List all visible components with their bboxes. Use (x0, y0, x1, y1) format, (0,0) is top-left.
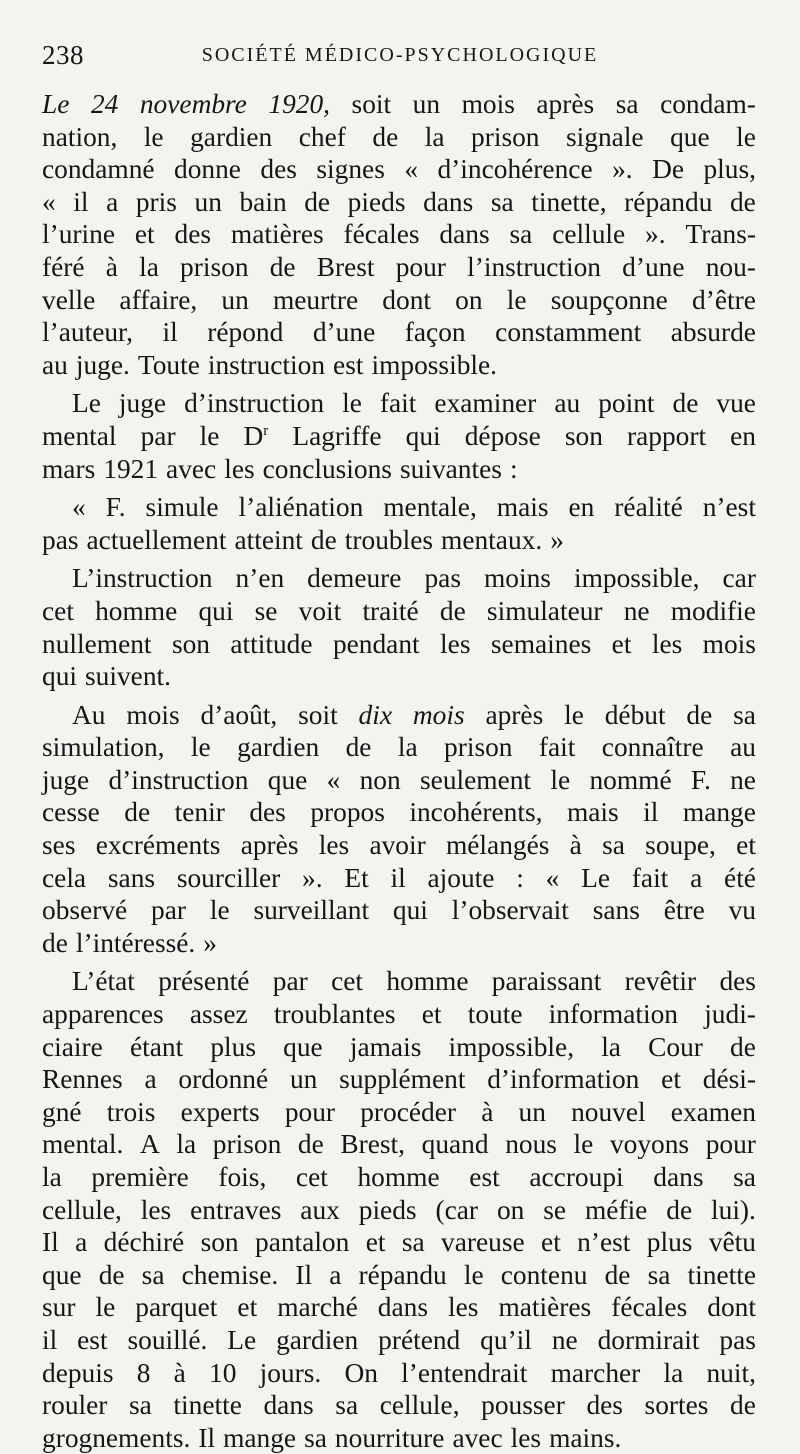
text-line: cet homme qui se voit traité de simulateur ne modifie (42, 595, 756, 626)
text-line: observé par le surveillant qui l’observait sans être vu (42, 895, 756, 926)
text-line: Il a déchiré son pantalon et sa vareuse et n’est plus vêtu (42, 1227, 756, 1258)
text-line: « il a pris un bain de pieds dans sa tinette, répandu de (42, 186, 756, 217)
paragraph (42, 491, 756, 556)
paragraph (42, 387, 756, 485)
text-line: cela sans sourciller ». Et il ajoute : « Le fait a été (42, 862, 756, 893)
text-line: l’urine et des matières fécales dans sa cellule ». Trans- (42, 219, 756, 250)
text-line: nation, le gardien chef de la prison signale que le (42, 121, 756, 152)
text-line: de l’intéressé. » (42, 927, 217, 958)
body-text (42, 88, 756, 1454)
text-line: L’instruction n’en demeure pas moins impossible, car (72, 563, 756, 594)
text-line: depuis 8 à 10 jours. On l’entendrait marcher la nuit, (42, 1357, 756, 1388)
text-line: Au mois d’août, soit dix mois après le début de sa (72, 699, 756, 730)
text-line: au juge. Toute instruction est impossible. (42, 349, 498, 380)
text-line: mental. A la prison de Brest, quand nous le voyons pour (42, 1129, 756, 1160)
text-line: juge d’instruction que « non seulement le nommé F. ne (42, 764, 756, 795)
paragraph (42, 88, 756, 381)
text-line: l’auteur, il répond d’une façon constamment absurde (42, 317, 756, 348)
text-line: que de sa chemise. Il a répandu le contenu de sa tinette (42, 1259, 756, 1290)
text-line: simulation, le gardien de la prison fait connaître au (42, 732, 756, 763)
text-line: il est souillé. Le gardien prétend qu’il ne dormirait pas (42, 1324, 756, 1355)
text-line: velle affaire, un meurtre dont on le soupçonne d’être (42, 284, 756, 315)
text-line: L’état présenté par cet homme paraissant revêtir des (72, 966, 756, 997)
text-line: cellule, les entraves aux pieds (car on se méfie de lui). (42, 1194, 756, 1225)
text-line: qui suivent. (42, 661, 171, 692)
paragraph (42, 965, 756, 1454)
running-title: SOCIÉTÉ MÉDICO-PSYCHOLOGIQUE (201, 44, 599, 66)
text-line: la première fois, cet homme est accroupi dans sa (42, 1162, 756, 1192)
text-line: Le 24 novembre 1920, soit un mois après sa condam- (42, 89, 756, 119)
text-line: Le juge d’instruction le fait examiner au point de vue (72, 388, 756, 419)
paragraph (42, 699, 756, 960)
text-line: ses excréments après les avoir mélangés à sa soupe, et (42, 830, 756, 861)
text-line: « F. simule l’aliénation mentale, mais en réalité n’est (72, 492, 756, 523)
text-line: grognements. Il mange sa nourriture avec les mains. (42, 1422, 622, 1453)
text-line: nullement son attitude pendant les semaines et les mois (42, 628, 756, 659)
text-line: mental par le $D^r$ Lagriffe qui dépose son rapport en (42, 420, 756, 451)
text-line: cesse de tenir des propos incohérents, mais il mange (42, 797, 756, 828)
text-line: sur le parquet et marché dans les matières fécales dont (42, 1292, 756, 1323)
page-number: 238 (42, 40, 84, 70)
page-header (42, 40, 758, 74)
text-line: condamné donne des signes « d’incohérence ». De plus, (42, 154, 756, 185)
text-line: apparences assez troublantes et toute information judi- (42, 999, 756, 1030)
text-line: mars 1921 avec les conclusions suivantes : (42, 453, 518, 484)
text-line: pas actuellement atteint de troubles mentaux. » (42, 524, 564, 555)
paragraph (42, 562, 756, 692)
text-line: rouler sa tinette dans sa cellule, pousser des sortes de (42, 1390, 756, 1421)
text-line: gné trois experts pour procéder à un nouvel examen (42, 1096, 756, 1127)
text-line: Rennes a ordonné un supplément d’information et dési- (42, 1064, 756, 1095)
text-line: ciaire étant plus que jamais impossible, la Cour de (42, 1031, 756, 1062)
text-line: féré à la prison de Brest pour l’instruction d’une nou- (42, 251, 756, 282)
